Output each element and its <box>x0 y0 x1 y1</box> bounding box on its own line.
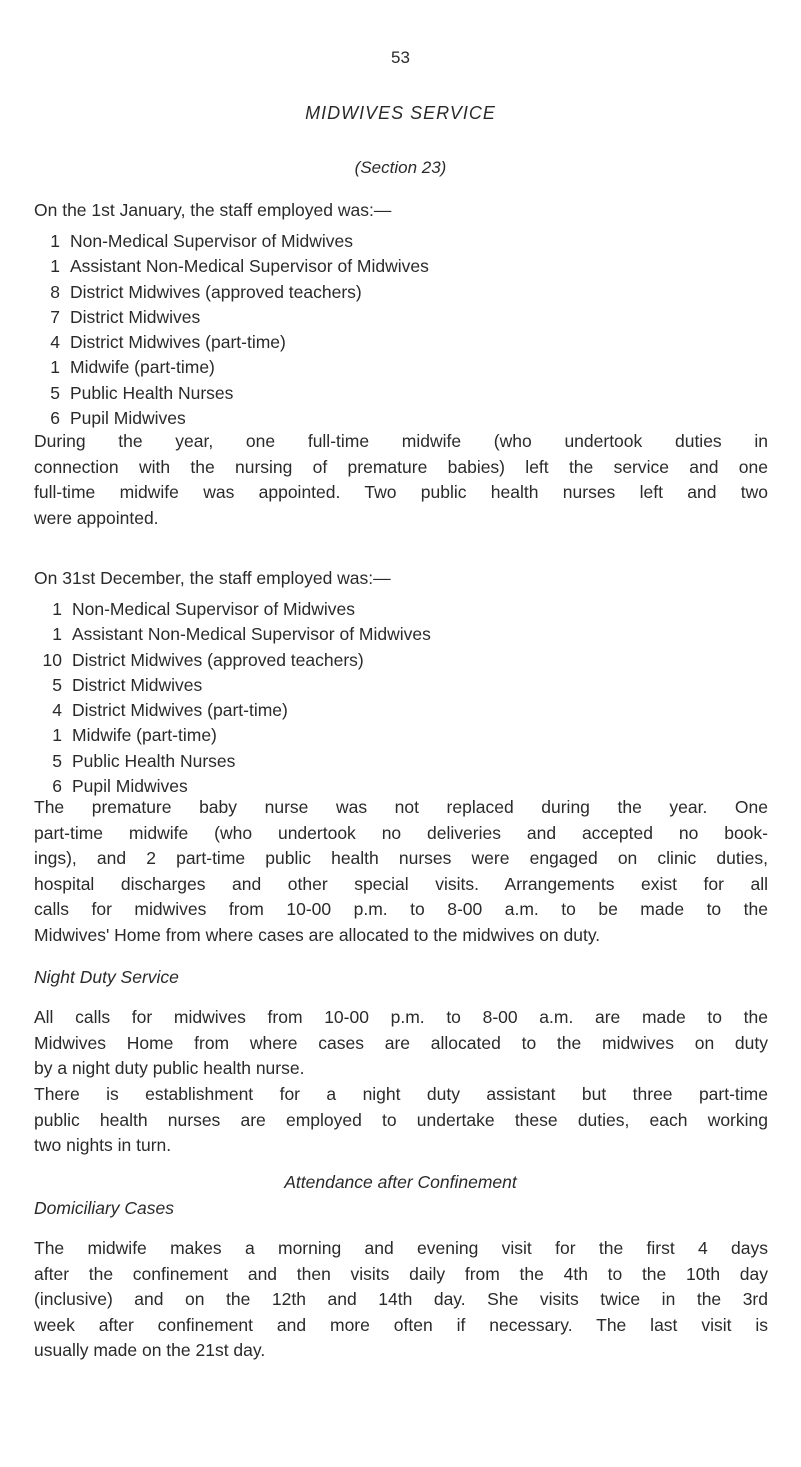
staff-role: District Midwives <box>70 306 201 327</box>
staff-count: 5 <box>52 674 62 695</box>
staff-count: 6 <box>52 776 62 797</box>
staff-role: District Midwives <box>72 674 203 695</box>
staff-count: 1 <box>52 725 62 746</box>
staff-row <box>44 330 764 355</box>
heading-domiciliary: Domiciliary Cases <box>34 1198 175 1218</box>
staff-row <box>34 622 754 647</box>
staff-list-january <box>44 229 764 431</box>
staff-count: 1 <box>50 357 60 378</box>
staff-role: Non-Medical Supervisor of Midwives <box>70 231 354 251</box>
staff-row <box>44 229 764 254</box>
staff-role: District Midwives (part-time) <box>72 700 288 721</box>
staff-role: Public Health Nurses <box>70 382 234 403</box>
staff-row <box>44 355 764 380</box>
staff-row <box>34 698 754 723</box>
paragraph-line: The midwife makes a morning and evening visit for the first 4 days <box>34 1238 768 1258</box>
staff-count: 5 <box>50 382 60 403</box>
paragraph-line: by a night duty public health nurse. <box>34 1058 305 1078</box>
staff-list-december <box>34 597 754 799</box>
staff-role: Midwife (part-time) <box>72 725 217 746</box>
staff-count: 1 <box>52 599 62 619</box>
paragraph-line: part-time midwife (who undertook no deliveries and accepted no book- <box>34 822 768 843</box>
staff-count: 5 <box>52 750 62 771</box>
paragraph-during-year <box>34 429 768 531</box>
paragraph-line: full-time midwife was appointed. Two public health nurses left and two <box>34 482 768 502</box>
paragraph-line: During the year, one full-time midwife (who undertook duties in <box>34 431 768 451</box>
paragraph-line: were appointed. <box>34 507 159 528</box>
paragraph-line: Midwives Home from where cases are allocated to the midwives on duty <box>34 1032 768 1053</box>
staff-row <box>34 673 754 698</box>
staff-count: 1 <box>50 256 60 277</box>
intro-december: On 31st December, the staff employed was:— <box>34 568 391 588</box>
paragraph-line: There is establishment for a night duty assistant but three part-time <box>34 1084 768 1104</box>
staff-row <box>44 381 764 406</box>
paragraph-night-2 <box>34 1082 768 1159</box>
staff-count: 8 <box>50 281 60 302</box>
paragraph-line: The premature baby nurse was not replaced during the year. One <box>34 797 768 817</box>
staff-role: Pupil Midwives <box>70 408 186 429</box>
staff-row <box>44 305 764 330</box>
staff-count: 10 <box>42 649 62 670</box>
staff-role: District Midwives (part-time) <box>70 332 286 353</box>
section-subtitle: (Section 23) <box>354 158 447 177</box>
heading-attendance: Attendance after Confinement <box>284 1172 517 1192</box>
page-title: MIDWIVES SERVICE <box>305 103 496 123</box>
paragraph-line: All calls for midwives from 10-00 p.m. to 8-00 a.m. are made to the <box>34 1007 768 1027</box>
page-number: 53 <box>391 48 410 67</box>
staff-row <box>44 280 764 305</box>
staff-count: 1 <box>50 231 60 251</box>
paragraph-line: connection with the nursing of premature babies) left the service and one <box>34 456 768 477</box>
staff-role: Assistant Non-Medical Supervisor of Midwives <box>70 256 429 277</box>
paragraph-line: hospital discharges and other special visits. Arrangements exist for all <box>34 873 768 894</box>
staff-count: 6 <box>50 408 60 429</box>
paragraph-line: calls for midwives from 10-00 p.m. to 8-00 a.m. to be made to the <box>34 899 768 919</box>
staff-count: 1 <box>52 624 62 645</box>
staff-row <box>34 723 754 748</box>
paragraph-domiciliary <box>34 1236 768 1364</box>
staff-row <box>34 597 754 622</box>
paragraph-line: week after confinement and more often if necessary. The last visit is <box>34 1314 768 1335</box>
paragraph-line: after the confinement and then visits daily from the 4th to the 10th day <box>34 1263 768 1284</box>
paragraph-line: usually made on the 21st day. <box>34 1340 266 1360</box>
paragraph-premature <box>34 795 768 948</box>
paragraph-night-1 <box>34 1005 768 1082</box>
paragraph-line: (inclusive) and on the 12th and 14th day. She visits twice in the 3rd <box>34 1289 768 1309</box>
staff-count: 4 <box>52 700 62 721</box>
staff-role: Public Health Nurses <box>72 750 236 771</box>
paragraph-line: public health nurses are employed to undertake these duties, each working <box>34 1109 768 1130</box>
staff-count: 7 <box>50 306 60 327</box>
staff-role: Non-Medical Supervisor of Midwives <box>72 599 356 619</box>
staff-role: Midwife (part-time) <box>70 357 215 378</box>
staff-row <box>44 406 764 431</box>
staff-role: Assistant Non-Medical Supervisor of Midwives <box>72 624 431 645</box>
staff-row <box>34 648 754 673</box>
paragraph-line: ings), and 2 part-time public health nurses were engaged on clinic duties, <box>34 848 768 868</box>
staff-row <box>34 749 754 774</box>
heading-night-duty: Night Duty Service <box>34 967 179 987</box>
intro-january: On the 1st January, the staff employed was:— <box>34 200 392 220</box>
staff-role: District Midwives (approved teachers) <box>72 649 364 670</box>
staff-role: Pupil Midwives <box>72 776 188 797</box>
staff-row <box>44 254 764 279</box>
staff-count: 4 <box>50 332 60 353</box>
staff-role: District Midwives (approved teachers) <box>70 281 362 302</box>
paragraph-line: two nights in turn. <box>34 1135 172 1155</box>
paragraph-line: Midwives' Home from where cases are allocated to the midwives on duty. <box>34 924 601 945</box>
